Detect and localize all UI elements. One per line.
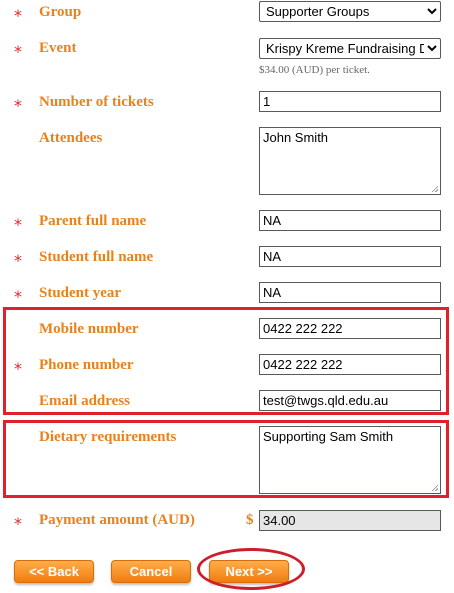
group-label: Group — [39, 4, 82, 20]
student-year-input[interactable] — [259, 282, 441, 303]
dietary-label: Dietary requirements — [39, 429, 177, 445]
next-button[interactable]: Next >> — [209, 560, 289, 583]
back-button[interactable]: << Back — [14, 560, 94, 583]
student-name-label: Student full name — [39, 249, 154, 265]
payment-amount-input — [259, 510, 441, 531]
phone-input[interactable] — [259, 354, 441, 375]
required-marker: * — [14, 96, 22, 115]
tickets-label: Number of tickets — [39, 94, 154, 110]
ticket-price-note: $34.00 (AUD) per ticket. — [259, 64, 370, 76]
parent-name-label: Parent full name — [39, 213, 147, 229]
currency-symbol: $ — [246, 512, 254, 528]
phone-label: Phone number — [39, 357, 134, 373]
required-marker: * — [14, 6, 22, 25]
required-marker: * — [14, 215, 22, 234]
email-label: Email address — [39, 393, 130, 409]
mobile-label: Mobile number — [39, 321, 139, 337]
dietary-textarea[interactable] — [259, 426, 441, 494]
required-marker: * — [14, 42, 22, 61]
student-name-input[interactable] — [259, 246, 441, 267]
cancel-button[interactable]: Cancel — [111, 560, 191, 583]
parent-name-input[interactable] — [259, 210, 441, 231]
group-select[interactable] — [259, 1, 441, 22]
required-marker: * — [14, 359, 22, 378]
required-marker: * — [14, 251, 22, 270]
event-select[interactable] — [259, 38, 441, 59]
attendees-textarea[interactable] — [259, 127, 441, 195]
required-marker: * — [14, 287, 22, 306]
required-marker: * — [14, 514, 22, 533]
mobile-input[interactable] — [259, 318, 441, 339]
student-year-label: Student year — [39, 285, 122, 301]
attendees-label: Attendees — [39, 130, 103, 146]
payment-label: Payment amount (AUD) — [39, 512, 195, 528]
tickets-input[interactable] — [259, 91, 441, 112]
email-input[interactable] — [259, 390, 441, 411]
event-label: Event — [39, 40, 77, 56]
